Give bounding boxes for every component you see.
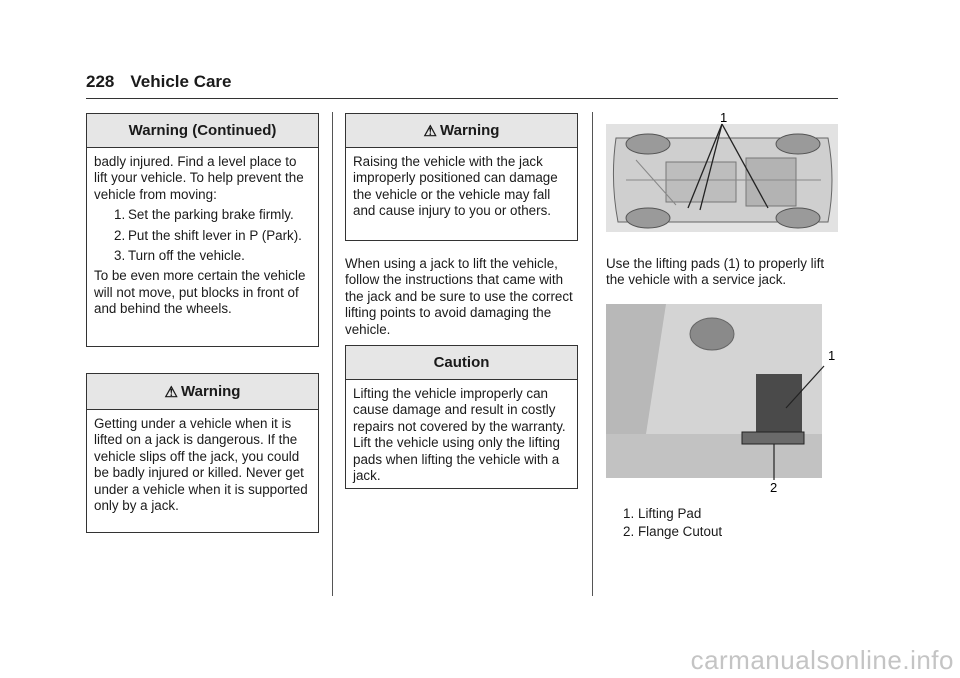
lifting-pad-shape	[756, 374, 802, 434]
steps-list	[94, 207, 311, 264]
warning-title-left: ⚠ Warning	[87, 374, 318, 410]
figure2-callout-2: 2	[770, 480, 778, 495]
figure1-callout-label: 1	[720, 110, 728, 125]
column-divider-2	[592, 112, 593, 596]
warning-title-middle: ⚠ Warning	[346, 114, 577, 148]
warning-continued-box	[86, 113, 319, 347]
wheel-front-right	[626, 208, 670, 228]
warning-triangle-icon: ⚠	[164, 383, 178, 401]
vehicle-underside-figure	[606, 110, 838, 234]
page-header	[86, 72, 232, 92]
center-tunnel	[666, 162, 736, 202]
warning-triangle-icon: ⚠	[423, 122, 437, 140]
lifting-pad-figure	[606, 304, 842, 496]
section-title: Vehicle Care	[130, 72, 232, 91]
wheel-rear-right	[776, 208, 820, 228]
warning-body-left: Getting under a vehicle when it is lifted on a jack is dangerous. If the vehicle slips off the jack, you could be badly injured or killed. Never get under a vehicle when it is supported only by a jack.	[94, 416, 308, 514]
caution-box	[345, 345, 578, 489]
page-number: 228	[86, 72, 115, 91]
header-rule	[86, 98, 838, 99]
list-item: 3. Turn off the vehicle.	[114, 248, 245, 264]
lifting-pads-paragraph: Use the lifting pads (1) to properly lift the vehicle with a service jack.	[606, 256, 825, 288]
wheel-front-left	[626, 134, 670, 154]
figure-legend	[623, 505, 722, 541]
list-item: 2. Put the shift lever in P (Park).	[114, 227, 302, 243]
warning-box-middle	[345, 113, 578, 241]
warning-continued-title: Warning (Continued)	[87, 114, 318, 148]
warning-box-left	[86, 373, 319, 533]
list-item: 1. Set the parking brake firmly.	[114, 207, 294, 223]
list-item: 2. Flange Cutout	[623, 524, 723, 539]
caution-title: Caution	[346, 346, 577, 380]
warning-continued-outro: To be even more certain the vehicle will not move, put blocks in front of and behind the wheels.	[94, 268, 306, 317]
wheel-rear-left	[776, 134, 820, 154]
caution-body: Lifting the vehicle improperly can cause damage and result in costly repairs not covered by the warranty. Lift the vehicle using only the lifting pads when lifting the vehicle with a jack.	[353, 386, 566, 484]
warning-body-middle: Raising the vehicle with the jack improperly positioned can damage the vehicle or the vehicle may fall and cause injury to you or others.	[353, 154, 558, 219]
warning-continued-intro: badly injured. Find a level place to lift your vehicle. To help prevent the vehicle from moving:	[94, 154, 304, 202]
watermark: carmanualsonline.info	[690, 645, 954, 675]
flange-cutout-shape	[742, 432, 804, 444]
figure2-callout-1: 1	[828, 348, 836, 363]
warning-continued-body	[87, 148, 318, 326]
access-hole	[690, 318, 734, 350]
column-divider-1	[332, 112, 333, 596]
jack-instructions-paragraph: When using a jack to lift the vehicle, follow the instructions that came with the jack and be sure to use the correct lifting points to avoid damaging the vehicle.	[345, 256, 573, 337]
list-item: 1. Lifting Pad	[623, 506, 702, 521]
